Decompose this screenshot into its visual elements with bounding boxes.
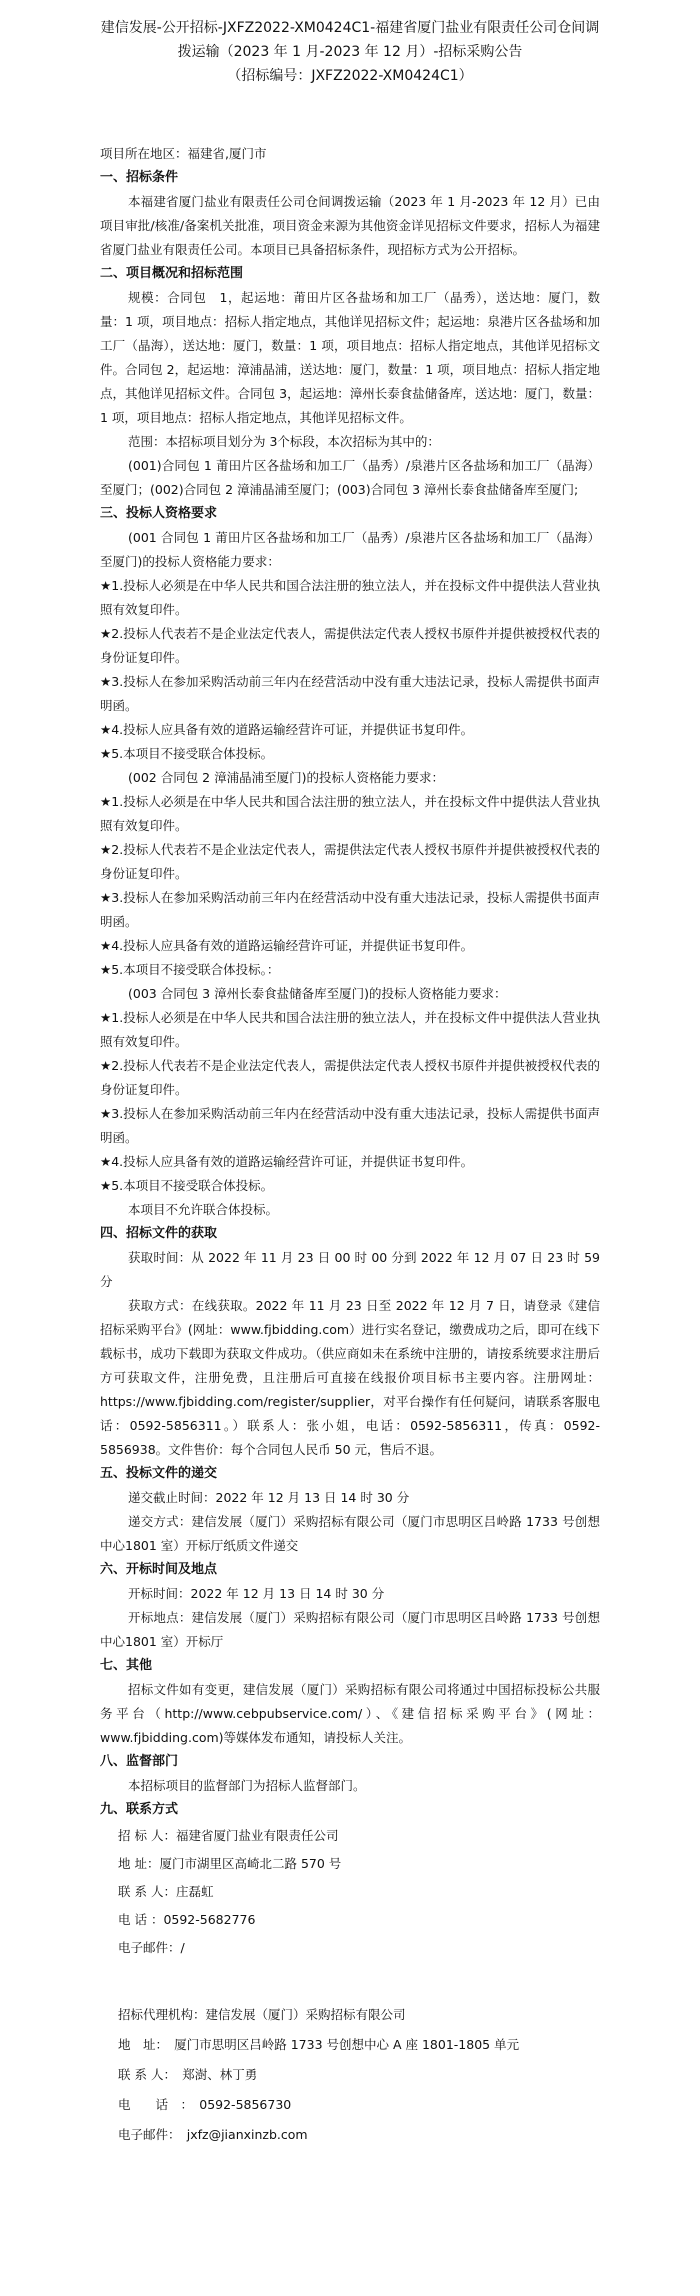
section-4-heading: 四、招标文件的获取: [100, 1226, 218, 1241]
lot-2-req-3: ★3.投标人在参加采购活动前三年内在经营活动中没有重大违法记录，投标人需提供书面声明函。: [100, 890, 600, 929]
lot-2-req-5: ★5.本项目不接受联合体投标。：: [100, 962, 280, 977]
agency-name: 招标代理机构：建信发展（厦门）采购招标有限公司: [118, 2007, 406, 2022]
section-2-lots: (001)合同包 1 莆田片区各盐场和加工厂（晶秀）/泉港片区各盐场和加工厂（晶海）至厦门；(002)合同包 2 漳浦晶浦至厦门；(003)合同包 3 漳州长泰食盐储备库至厦门;: [100, 458, 600, 497]
section-3-heading: 三、投标人资格要求: [100, 506, 218, 521]
lot-1-req-2: ★2.投标人代表若不是企业法定代表人，需提供法定代表人授权书原件并提供被授权代表的身份证复印件。: [100, 626, 600, 665]
lot-2-req-1: ★1.投标人必须是在中华人民共和国合法注册的独立法人，并在投标文件中提供法人营业执照有效复印件。: [100, 794, 600, 833]
doc-obtain-time: 获取时间：从 2022 年 11 月 23 日 00 时 00 分到 2022 年 12 月 07 日 23 时 59 分: [100, 1250, 600, 1289]
title-line-3: （招标编号：JXFZ2022-XM0424C1）: [227, 68, 473, 84]
section-9-heading: 九、联系方式: [100, 1802, 179, 1817]
project-location: 项目所在地区：福建省,厦门市: [100, 146, 267, 161]
section-6-heading: 六、开标时间及地点: [100, 1562, 218, 1577]
lot-3-req-1: ★1.投标人必须是在中华人民共和国合法注册的独立法人，并在投标文件中提供法人营业执照有效复印件。: [100, 1010, 600, 1049]
other-notes: 招标文件如有变更，建信发展（厦门）采购招标有限公司将通过中国招标投标公共服务平台（http://www.cebpubservice.com/）、《建信招标采购平台》(网址：www.fjbidding.com)等媒体发布通知，请投标人关注。: [100, 1682, 600, 1745]
section-1-heading: 一、招标条件: [100, 170, 179, 185]
notice-title: [100, 16, 600, 88]
agency-email: 电子邮件： jxfz@jianxinzb.com: [118, 2127, 308, 2142]
agency-address: 地 址： 厦门市思明区吕岭路 1733 号创想中心 A 座 1801-1805 单元: [118, 2037, 520, 2052]
lot-3-req-5: ★5.本项目不接受联合体投标。: [100, 1178, 274, 1193]
lot-1-intro: (001 合同包 1 莆田片区各盐场和加工厂（晶秀）/泉港片区各盐场和加工厂（晶海）至厦门)的投标人资格能力要求：: [100, 530, 600, 569]
lot-3-req-3: ★3.投标人在参加采购活动前三年内在经营活动中没有重大违法记录，投标人需提供书面声明函。: [100, 1106, 600, 1145]
agency-contact: 联 系 人： 郑澍、林丁勇: [118, 2067, 258, 2082]
supervision-body: 本招标项目的监督部门为招标人监督部门。: [128, 1778, 366, 1793]
submission-deadline: 递交截止时间：2022 年 12 月 13 日 14 时 30 分: [128, 1490, 410, 1505]
tenderer-address: 地 址：厦门市湖里区高崎北二路 570 号: [118, 1856, 342, 1871]
lot-3-req-2: ★2.投标人代表若不是企业法定代表人，需提供法定代表人授权书原件并提供被授权代表的身份证复印件。: [100, 1058, 600, 1097]
lot-3-intro: (003 合同包 3 漳州长泰食盐储备库至厦门)的投标人资格能力要求：: [128, 986, 507, 1001]
tenderer-name: 招 标 人：福建省厦门盐业有限责任公司: [118, 1828, 339, 1843]
lot-1-req-3: ★3.投标人在参加采购活动前三年内在经营活动中没有重大违法记录，投标人需提供书面声明函。: [100, 674, 600, 713]
section-2-scale: 规模：合同包 1，起运地：莆田片区各盐场和加工厂（晶秀），送达地：厦门，数量：1 项，项目地点：招标人指定地点，其他详见招标文件；起运地：泉港片区各盐场和加工厂（晶海），送达地：厦门，数量：1 项，项目地点：招标人指定地点，其他详见招标文件。合同包 2，起运地：漳浦晶浦，送达地：厦门，数量：1 项，项目地点：招标人指定地点，其他详见招标文件。合同包 3，起运地：漳州长泰食盐储备库，送达地：厦门，数量：1 项，项目地点：招标人指定地点，其他详见招标文件。: [100, 290, 600, 425]
submission-place: 递交方式：建信发展（厦门）采购招标有限公司（厦门市思明区吕岭路 1733 号创想中心1801 室）开标厅纸质文件递交: [100, 1514, 600, 1553]
lot-2-req-2: ★2.投标人代表若不是企业法定代表人，需提供法定代表人授权书原件并提供被授权代表的身份证复印件。: [100, 842, 600, 881]
title-gap: [100, 88, 600, 142]
section-2-heading: 二、项目概况和招标范围: [100, 266, 244, 281]
contact-gap: [100, 1962, 600, 2000]
title-line-1: 建信发展-公开招标-JXFZ2022-XM0424C1-福建省厦门盐业有限责任公司仓间调: [100, 20, 600, 36]
tenderer-email: 电子邮件：/: [118, 1940, 185, 1955]
no-consortium-note: 本项目不允许联合体投标。: [128, 1202, 279, 1217]
section-1-body: 本福建省厦门盐业有限责任公司仓间调拨运输（2023 年 1 月-2023 年 12 月）已由项目审批/核准/备案机关批准，项目资金来源为其他资金详见招标文件要求，招标人为福建省厦门盐业有限责任公司。本项目已具备招标条件，现招标方式为公开招标。: [100, 194, 600, 257]
section-2-scope: 范围：本招标项目划分为 3个标段，本次招标为其中的：: [128, 434, 440, 449]
opening-time: 开标时间：2022 年 12 月 13 日 14 时 30 分: [128, 1586, 385, 1601]
section-7-heading: 七、其他: [100, 1658, 153, 1673]
tenderer-phone: 电 话 ：0592-5682776: [118, 1912, 256, 1927]
doc-obtain-method: 获取方式：在线获取。2022 年 11 月 23 日至 2022 年 12 月 7 日，请登录《建信招标采购平台》(网址：www.fjbidding.com）进行实名登记，缴费成功之后，即可在线下载标书，成功下载即为获取文件成功。（供应商如未在系统中注册的，请按系统要求注册后方可获取文件，注册免费，且注册后可直接在线报价项目标书主要内容。注册网址：https://www.fjbidding.com/register/supplier，对平台操作有任何疑问，请联系客服电话：0592-5856311。）联系人：张小姐，电话：0592-5856311，传真：0592-5856938。文件售价：每个合同包人民币 50 元，售后不退。: [100, 1298, 600, 1457]
section-8-heading: 八、监督部门: [100, 1754, 179, 1769]
lot-1-req-4: ★4.投标人应具备有效的道路运输经营许可证，并提供证书复印件。: [100, 722, 474, 737]
lot-2-intro: (002 合同包 2 漳浦晶浦至厦门)的投标人资格能力要求：: [128, 770, 444, 785]
opening-place: 开标地点：建信发展（厦门）采购招标有限公司（厦门市思明区吕岭路 1733 号创想中心1801 室）开标厅: [100, 1610, 600, 1649]
title-line-2: 拨运输（2023 年 1 月-2023 年 12 月）-招标采购公告: [177, 44, 523, 60]
lot-1-req-1: ★1.投标人必须是在中华人民共和国合法注册的独立法人，并在投标文件中提供法人营业执照有效复印件。: [100, 578, 600, 617]
lot-1-req-5: ★5.本项目不接受联合体投标。: [100, 746, 274, 761]
section-5-heading: 五、投标文件的递交: [100, 1466, 218, 1481]
lot-3-req-4: ★4.投标人应具备有效的道路运输经营许可证，并提供证书复印件。: [100, 1154, 474, 1169]
tenderer-contact: 联 系 人：庄磊虹: [118, 1884, 214, 1899]
lot-2-req-4: ★4.投标人应具备有效的道路运输经营许可证，并提供证书复印件。: [100, 938, 474, 953]
agency-phone: 电 话 ： 0592-5856730: [118, 2097, 292, 2112]
